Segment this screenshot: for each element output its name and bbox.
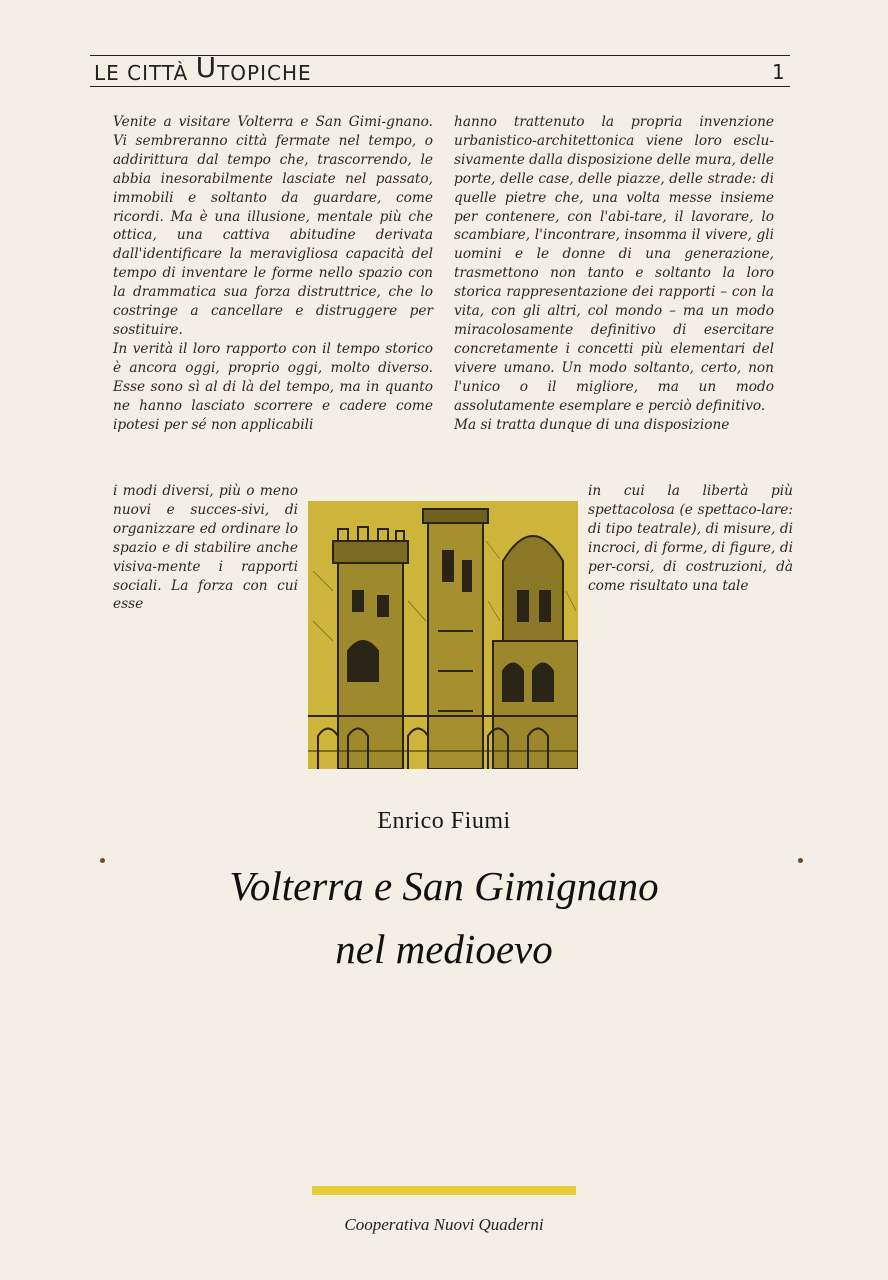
blurb-column-left-narrow <box>113 482 298 614</box>
book-title-line-2: nel medioevo <box>335 926 553 972</box>
blurb-column-left <box>113 113 433 434</box>
blurb-column-right-narrow <box>588 482 793 595</box>
series-number: 1 <box>772 60 785 84</box>
accent-bar <box>312 1186 576 1195</box>
publisher-name: Cooperativa Nuovi Quaderni <box>344 1215 544 1234</box>
blurb-paragraph: in cui la libertà più spettacolosa (e spettaco-lare: di tipo teatrale), di misure, di incroci, di forme, di figure, di per-corsi, di costruzioni, dà come risultato una tale <box>588 483 793 594</box>
series-title-initial: U <box>195 51 218 84</box>
author-name: Enrico Fiumi <box>377 808 511 834</box>
blurb-paragraph: In verità il loro rapporto con il tempo storico è ancora oggi, proprio oggi, molto diverso. Esse sono sì al di là del tempo, ma in quanto ne hanno lasciato scorrere e cadere come ipotesi per sé non applicabili <box>113 340 433 433</box>
book-title-line-1: Volterra e San Gimignano <box>229 863 659 909</box>
paper-speck <box>798 858 803 863</box>
blurb-paragraph: hanno trattenuto la propria invenzione urbanistico-architettonica viene loro esclu-sivamente dalla disposizione delle mura, delle porte, delle case, delle piazze, delle strade: di quelle pietre che, una volta messe insieme per contenere, con l'abi-tare, il lavorare, lo scambiare, l'incontrare, insomma il vivere, gli uomini e le donne di una generazione, trasmettono non tanto e soltanto la loro storica rappresentazione dei rapporti – con la vita, con gli altri, col mondo – ma un modo miracolosamente definitivo di esercitare concretamente i concetti più elementari del vivere umano. Un modo soltanto, certo, non l'unico o il migliore, ma un modo assolutamente esemplare e perciò definitivo. <box>454 114 774 414</box>
paper-speck <box>100 858 105 863</box>
series-title: LE CITTÀ UTOPICHE <box>94 51 312 85</box>
blurb-column-right <box>454 113 774 434</box>
blurb-paragraph: i modi diversi, più o meno nuovi e succes-sivi, di organizzare ed ordinare lo spazio e di stabilire anche visiva-mente i rapporti sociali. La forza con cui esse <box>113 483 298 613</box>
town-towers-drawing-icon <box>308 501 578 769</box>
blurb-paragraph: Ma si tratta dunque di una disposizione <box>454 416 730 433</box>
series-rule-bottom <box>90 86 790 87</box>
series-rule-top <box>90 55 790 56</box>
blurb-paragraph: Venite a visitare Volterra e San Gimi-gnano. Vi sembreranno città fermate nel tempo, o addirittura dal tempo che, trascorrendo, le abbia inesorabilmente lasciate nel passato, immobili e soltanto da guardare, come ricordi. Ma è una illusione, mentale più che ottica, una cattiva abitudine derivata dall'identificare la meravigliosa capacità del tempo di inventare le forme nello spazio con la drammatica sua forza distruttrice, che lo costringe a cancellare e distruggere per sostituire. <box>113 114 433 338</box>
